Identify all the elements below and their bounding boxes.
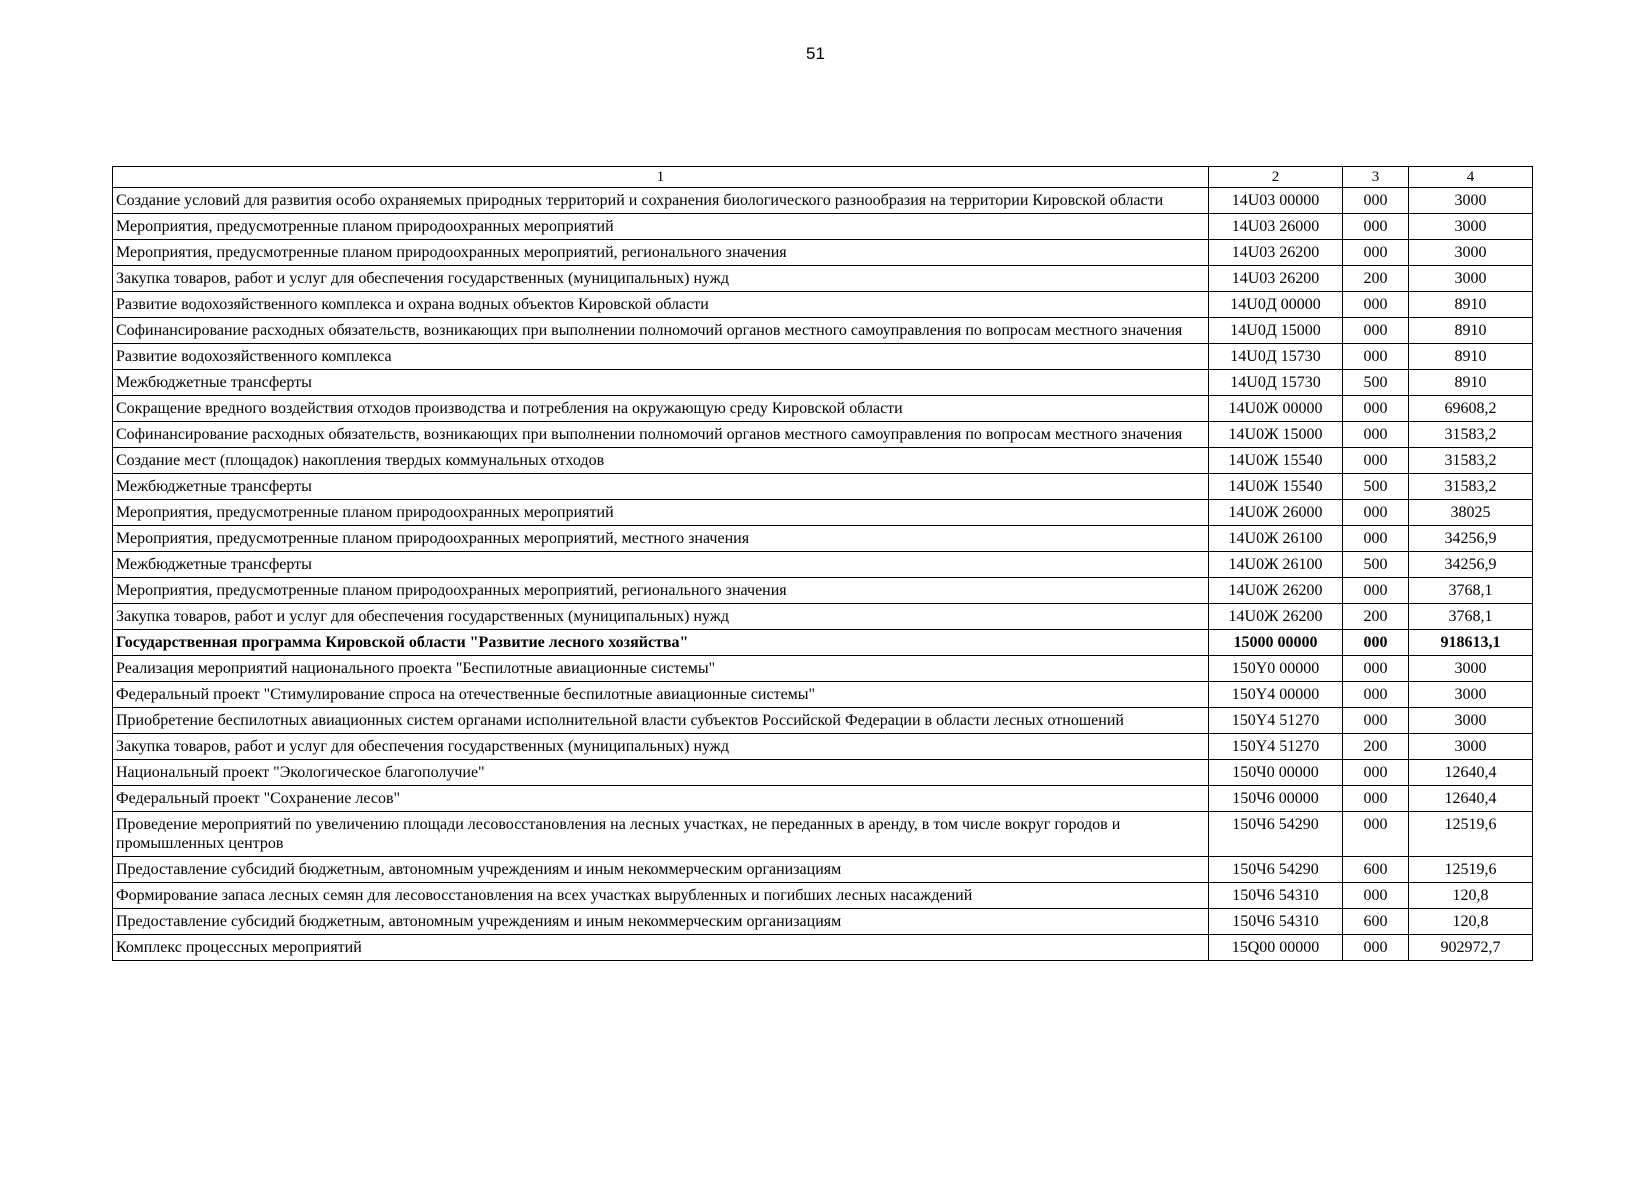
row-code-cell: 150Y0 00000	[1209, 656, 1343, 682]
row-code-cell: 14U0Д 15000	[1209, 318, 1343, 344]
row-kind-cell: 000	[1343, 422, 1409, 448]
row-amount-cell: 38025	[1409, 500, 1533, 526]
table-row	[113, 812, 1533, 857]
row-kind-cell: 500	[1343, 370, 1409, 396]
row-amount-cell: 8910	[1409, 344, 1533, 370]
row-code-cell: 14U0Д 00000	[1209, 292, 1343, 318]
row-code-cell: 14U0Ж 26100	[1209, 552, 1343, 578]
table-row	[113, 344, 1533, 370]
table-row	[113, 552, 1533, 578]
row-name-cell: Софинансирование расходных обязательств, возникающих при выполнении полномочий органов местного самоуправления по вопросам местного значения	[113, 318, 1209, 344]
row-kind-cell: 000	[1343, 344, 1409, 370]
table-body	[113, 188, 1533, 961]
row-code-cell: 14U03 00000	[1209, 188, 1343, 214]
row-kind-cell: 000	[1343, 240, 1409, 266]
row-kind-cell: 600	[1343, 909, 1409, 935]
header-col-3: 3	[1343, 167, 1409, 188]
table-row	[113, 370, 1533, 396]
row-amount-cell: 69608,2	[1409, 396, 1533, 422]
header-col-2: 2	[1209, 167, 1343, 188]
row-kind-cell: 000	[1343, 786, 1409, 812]
row-code-cell: 14U0Ж 15000	[1209, 422, 1343, 448]
row-name-cell: Развитие водохозяйственного комплекса	[113, 344, 1209, 370]
page-number: 51	[806, 44, 825, 63]
row-code-cell: 150Ч6 00000	[1209, 786, 1343, 812]
table-row	[113, 578, 1533, 604]
row-kind-cell: 000	[1343, 188, 1409, 214]
row-name-cell: Сокращение вредного воздействия отходов производства и потребления на окружающую среду Кировской области	[113, 396, 1209, 422]
row-code-cell: 14U03 26200	[1209, 266, 1343, 292]
row-kind-cell: 200	[1343, 734, 1409, 760]
table-row	[113, 909, 1533, 935]
row-amount-cell: 8910	[1409, 318, 1533, 344]
row-amount-cell: 918613,1	[1409, 630, 1533, 656]
row-kind-cell: 000	[1343, 500, 1409, 526]
row-code-cell: 150Y4 00000	[1209, 682, 1343, 708]
row-code-cell: 14U0Ж 26000	[1209, 500, 1343, 526]
row-code-cell: 150Y4 51270	[1209, 708, 1343, 734]
row-code-cell: 14U0Ж 26200	[1209, 604, 1343, 630]
row-code-cell: 150Y4 51270	[1209, 734, 1343, 760]
row-kind-cell: 000	[1343, 812, 1409, 857]
row-name-cell: Федеральный проект "Сохранение лесов"	[113, 786, 1209, 812]
row-code-cell: 150Ч6 54290	[1209, 857, 1343, 883]
table-row	[113, 422, 1533, 448]
row-kind-cell: 000	[1343, 448, 1409, 474]
row-amount-cell: 31583,2	[1409, 422, 1533, 448]
row-name-cell: Закупка товаров, работ и услуг для обеспечения государственных (муниципальных) нужд	[113, 266, 1209, 292]
row-amount-cell: 34256,9	[1409, 552, 1533, 578]
row-amount-cell: 12519,6	[1409, 812, 1533, 857]
row-name-cell: Приобретение беспилотных авиационных систем органами исполнительной власти субъектов Российской Федерации в области лесных отношений	[113, 708, 1209, 734]
row-kind-cell: 000	[1343, 318, 1409, 344]
row-name-cell: Межбюджетные трансферты	[113, 474, 1209, 500]
row-code-cell: 14U0Ж 15540	[1209, 448, 1343, 474]
table-row	[113, 630, 1533, 656]
row-code-cell: 14U0Ж 15540	[1209, 474, 1343, 500]
row-name-cell: Проведение мероприятий по увеличению площади лесовосстановления на лесных участках, не переданных в аренду, в том числе вокруг городов и промышленных центров	[113, 812, 1209, 857]
table-row	[113, 526, 1533, 552]
table-row	[113, 240, 1533, 266]
table-row	[113, 448, 1533, 474]
table-row	[113, 760, 1533, 786]
table-row	[113, 474, 1533, 500]
row-kind-cell: 500	[1343, 552, 1409, 578]
row-kind-cell: 000	[1343, 396, 1409, 422]
row-name-cell: Мероприятия, предусмотренные планом природоохранных мероприятий, регионального значения	[113, 240, 1209, 266]
row-name-cell: Федеральный проект "Стимулирование спроса на отечественные беспилотные авиационные системы"	[113, 682, 1209, 708]
table-row	[113, 188, 1533, 214]
row-name-cell: Создание мест (площадок) накопления твердых коммунальных отходов	[113, 448, 1209, 474]
row-name-cell: Мероприятия, предусмотренные планом природоохранных мероприятий	[113, 500, 1209, 526]
budget-table	[112, 166, 1533, 961]
row-code-cell: 150Ч0 00000	[1209, 760, 1343, 786]
row-kind-cell: 200	[1343, 266, 1409, 292]
row-code-cell: 14U0Ж 26200	[1209, 578, 1343, 604]
row-name-cell: Закупка товаров, работ и услуг для обеспечения государственных (муниципальных) нужд	[113, 604, 1209, 630]
row-amount-cell: 8910	[1409, 292, 1533, 318]
row-name-cell: Национальный проект "Экологическое благополучие"	[113, 760, 1209, 786]
row-kind-cell: 000	[1343, 630, 1409, 656]
table-row	[113, 786, 1533, 812]
table-row	[113, 500, 1533, 526]
table-row	[113, 292, 1533, 318]
row-code-cell: 150Ч6 54310	[1209, 883, 1343, 909]
row-code-cell: 150Ч6 54290	[1209, 812, 1343, 857]
header-col-1: 1	[113, 167, 1209, 188]
row-amount-cell: 3000	[1409, 708, 1533, 734]
row-amount-cell: 12519,6	[1409, 857, 1533, 883]
row-kind-cell: 000	[1343, 214, 1409, 240]
row-name-cell: Предоставление субсидий бюджетным, автономным учреждениям и иным некоммерческим организациям	[113, 857, 1209, 883]
row-amount-cell: 31583,2	[1409, 448, 1533, 474]
header-row	[113, 167, 1533, 188]
table-header	[113, 167, 1533, 188]
row-amount-cell: 31583,2	[1409, 474, 1533, 500]
row-name-cell: Государственная программа Кировской области "Развитие лесного хозяйства"	[113, 630, 1209, 656]
row-name-cell: Мероприятия, предусмотренные планом природоохранных мероприятий, местного значения	[113, 526, 1209, 552]
row-kind-cell: 600	[1343, 857, 1409, 883]
table-row	[113, 734, 1533, 760]
row-code-cell: 15000 00000	[1209, 630, 1343, 656]
row-amount-cell: 902972,7	[1409, 935, 1533, 961]
row-name-cell: Закупка товаров, работ и услуг для обеспечения государственных (муниципальных) нужд	[113, 734, 1209, 760]
row-code-cell: 14U0Д 15730	[1209, 344, 1343, 370]
row-name-cell: Развитие водохозяйственного комплекса и охрана водных объектов Кировской области	[113, 292, 1209, 318]
row-amount-cell: 120,8	[1409, 883, 1533, 909]
row-name-cell: Реализация мероприятий национального проекта "Беспилотные авиационные системы"	[113, 656, 1209, 682]
row-kind-cell: 000	[1343, 656, 1409, 682]
table-row	[113, 656, 1533, 682]
row-amount-cell: 3000	[1409, 682, 1533, 708]
row-kind-cell: 000	[1343, 708, 1409, 734]
row-code-cell: 150Ч6 54310	[1209, 909, 1343, 935]
row-amount-cell: 3000	[1409, 188, 1533, 214]
table-row	[113, 604, 1533, 630]
row-name-cell: Формирование запаса лесных семян для лесовосстановления на всех участках вырубленных и погибших лесных насаждений	[113, 883, 1209, 909]
table-row	[113, 708, 1533, 734]
table-row	[113, 318, 1533, 344]
row-amount-cell: 12640,4	[1409, 760, 1533, 786]
row-amount-cell: 3000	[1409, 240, 1533, 266]
row-code-cell: 14U0Д 15730	[1209, 370, 1343, 396]
row-code-cell: 14U03 26200	[1209, 240, 1343, 266]
row-amount-cell: 3000	[1409, 266, 1533, 292]
table-row	[113, 857, 1533, 883]
row-code-cell: 15Q00 00000	[1209, 935, 1343, 961]
row-name-cell: Создание условий для развития особо охраняемых природных территорий и сохранения биологического разнообразия на территории Кировской области	[113, 188, 1209, 214]
row-name-cell: Мероприятия, предусмотренные планом природоохранных мероприятий	[113, 214, 1209, 240]
row-kind-cell: 000	[1343, 760, 1409, 786]
row-kind-cell: 000	[1343, 935, 1409, 961]
row-name-cell: Софинансирование расходных обязательств, возникающих при выполнении полномочий органов местного самоуправления по вопросам местного значения	[113, 422, 1209, 448]
row-name-cell: Предоставление субсидий бюджетным, автономным учреждениям и иным некоммерческим организациям	[113, 909, 1209, 935]
table-row	[113, 266, 1533, 292]
row-amount-cell: 120,8	[1409, 909, 1533, 935]
row-amount-cell: 12640,4	[1409, 786, 1533, 812]
row-name-cell: Межбюджетные трансферты	[113, 370, 1209, 396]
row-kind-cell: 000	[1343, 682, 1409, 708]
row-code-cell: 14U0Ж 26100	[1209, 526, 1343, 552]
row-code-cell: 14U0Ж 00000	[1209, 396, 1343, 422]
row-kind-cell: 200	[1343, 604, 1409, 630]
row-amount-cell: 34256,9	[1409, 526, 1533, 552]
table-row	[113, 214, 1533, 240]
row-amount-cell: 3000	[1409, 214, 1533, 240]
table-row	[113, 935, 1533, 961]
row-name-cell: Межбюджетные трансферты	[113, 552, 1209, 578]
table-row	[113, 682, 1533, 708]
row-amount-cell: 3000	[1409, 656, 1533, 682]
header-col-4: 4	[1409, 167, 1533, 188]
table-row	[113, 883, 1533, 909]
row-amount-cell: 3768,1	[1409, 604, 1533, 630]
row-amount-cell: 3000	[1409, 734, 1533, 760]
row-name-cell: Комплекс процессных мероприятий	[113, 935, 1209, 961]
row-name-cell: Мероприятия, предусмотренные планом природоохранных мероприятий, регионального значения	[113, 578, 1209, 604]
row-amount-cell: 8910	[1409, 370, 1533, 396]
row-kind-cell: 000	[1343, 883, 1409, 909]
row-kind-cell: 000	[1343, 292, 1409, 318]
row-amount-cell: 3768,1	[1409, 578, 1533, 604]
row-kind-cell: 000	[1343, 578, 1409, 604]
table-row	[113, 396, 1533, 422]
row-kind-cell: 500	[1343, 474, 1409, 500]
row-kind-cell: 000	[1343, 526, 1409, 552]
row-code-cell: 14U03 26000	[1209, 214, 1343, 240]
